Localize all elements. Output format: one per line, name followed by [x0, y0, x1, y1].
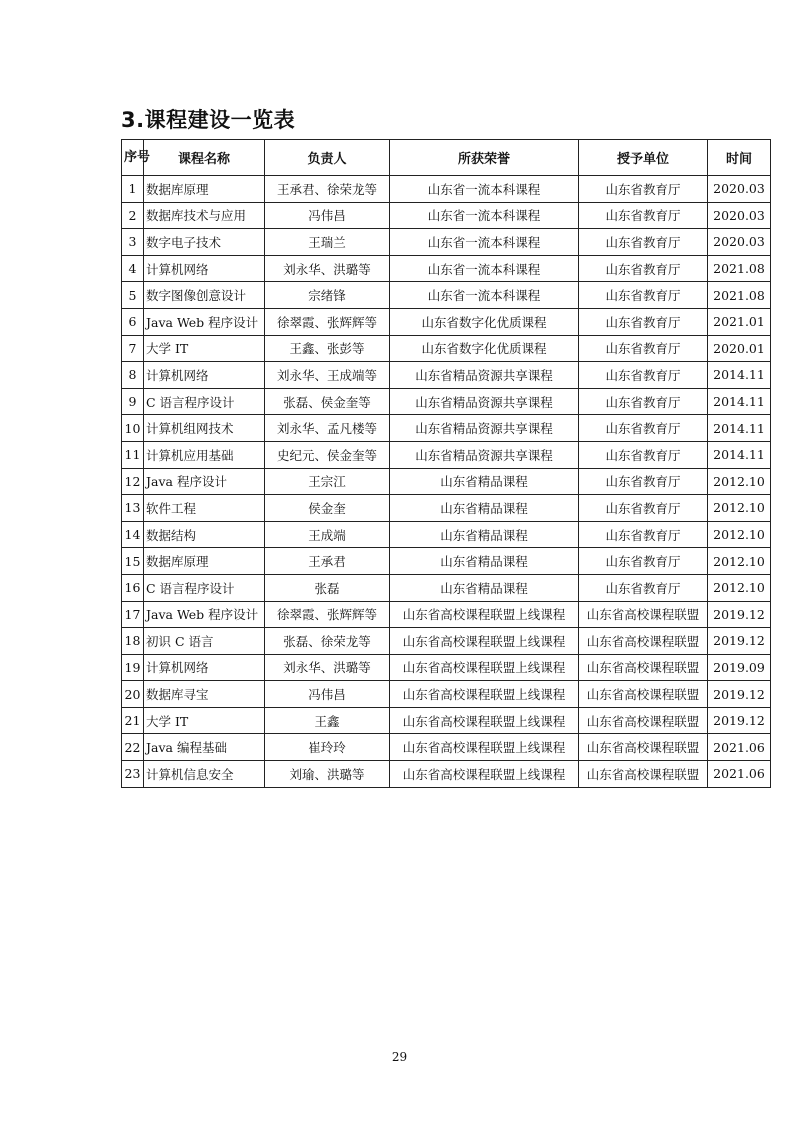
- cell-honor: 山东省数字化优质课程: [390, 335, 579, 362]
- cell-course-name: 数据库寻宝: [144, 681, 265, 708]
- cell-responsible: 冯伟昌: [265, 202, 390, 229]
- cell-awarding-unit: 山东省高校课程联盟: [579, 628, 708, 655]
- cell-responsible: 史纪元、侯金奎等: [265, 441, 390, 468]
- cell-honor: 山东省高校课程联盟上线课程: [390, 601, 579, 628]
- cell-course-name: 计算机网络: [144, 255, 265, 282]
- cell-seq: 12: [122, 468, 144, 495]
- table-row: [122, 335, 771, 362]
- cell-honor: 山东省高校课程联盟上线课程: [390, 654, 579, 681]
- cell-responsible: 刘瑜、洪璐等: [265, 761, 390, 788]
- page-number: 29: [391, 1050, 408, 1064]
- cell-course-name: 计算机网络: [144, 362, 265, 389]
- cell-seq: 15: [122, 548, 144, 575]
- cell-course-name: 数字图像创意设计: [144, 282, 265, 309]
- cell-awarding-unit: 山东省教育厅: [579, 362, 708, 389]
- cell-seq: 2: [122, 202, 144, 229]
- cell-course-name: 计算机组网技术: [144, 415, 265, 442]
- cell-responsible: 王承君、徐荣龙等: [265, 176, 390, 203]
- cell-time: 2019.12: [708, 628, 771, 655]
- cell-seq: 9: [122, 388, 144, 415]
- cell-seq: 5: [122, 282, 144, 309]
- cell-seq: 4: [122, 255, 144, 282]
- cell-time: 2020.03: [708, 202, 771, 229]
- table-row: [122, 761, 771, 788]
- table-body: [122, 176, 771, 788]
- table-header-row: [122, 140, 771, 176]
- table-row: [122, 308, 771, 335]
- table-row: [122, 654, 771, 681]
- table-row: [122, 388, 771, 415]
- cell-awarding-unit: 山东省教育厅: [579, 468, 708, 495]
- table-row: [122, 601, 771, 628]
- cell-honor: 山东省精品课程: [390, 468, 579, 495]
- cell-course-name: 计算机应用基础: [144, 441, 265, 468]
- cell-responsible: 刘永华、孟凡楼等: [265, 415, 390, 442]
- table-row: [122, 707, 771, 734]
- cell-seq: 18: [122, 628, 144, 655]
- table-row: [122, 202, 771, 229]
- cell-time: 2019.09: [708, 654, 771, 681]
- table-row: [122, 495, 771, 522]
- cell-honor: 山东省精品资源共享课程: [390, 415, 579, 442]
- cell-honor: 山东省精品资源共享课程: [390, 388, 579, 415]
- cell-time: 2012.10: [708, 521, 771, 548]
- cell-awarding-unit: 山东省教育厅: [579, 388, 708, 415]
- cell-course-name: C 语言程序设计: [144, 388, 265, 415]
- header-honor: 所获荣誉: [390, 140, 579, 176]
- cell-time: 2020.01: [708, 335, 771, 362]
- cell-responsible: 徐翠霞、张辉辉等: [265, 308, 390, 335]
- cell-seq: 21: [122, 707, 144, 734]
- cell-course-name: 计算机信息安全: [144, 761, 265, 788]
- cell-time: 2021.06: [708, 734, 771, 761]
- table-row: [122, 548, 771, 575]
- cell-time: 2021.06: [708, 761, 771, 788]
- cell-seq: 13: [122, 495, 144, 522]
- cell-awarding-unit: 山东省高校课程联盟: [579, 681, 708, 708]
- cell-responsible: 刘永华、王成端等: [265, 362, 390, 389]
- cell-responsible: 张磊、徐荣龙等: [265, 628, 390, 655]
- cell-course-name: Java Web 程序设计: [144, 308, 265, 335]
- cell-awarding-unit: 山东省教育厅: [579, 521, 708, 548]
- cell-time: 2020.03: [708, 176, 771, 203]
- cell-seq: 11: [122, 441, 144, 468]
- cell-course-name: 大学 IT: [144, 335, 265, 362]
- cell-time: 2014.11: [708, 415, 771, 442]
- cell-honor: 山东省精品资源共享课程: [390, 441, 579, 468]
- cell-course-name: C 语言程序设计: [144, 574, 265, 601]
- table-row: [122, 415, 771, 442]
- cell-responsible: 侯金奎: [265, 495, 390, 522]
- cell-time: 2014.11: [708, 388, 771, 415]
- cell-honor: 山东省精品课程: [390, 521, 579, 548]
- table-row: [122, 255, 771, 282]
- cell-awarding-unit: 山东省高校课程联盟: [579, 734, 708, 761]
- table-row: [122, 282, 771, 309]
- cell-course-name: 数据库原理: [144, 548, 265, 575]
- table-row: [122, 468, 771, 495]
- cell-responsible: 王瑞兰: [265, 229, 390, 256]
- cell-time: 2012.10: [708, 574, 771, 601]
- cell-responsible: 王宗江: [265, 468, 390, 495]
- cell-honor: 山东省一流本科课程: [390, 202, 579, 229]
- cell-honor: 山东省高校课程联盟上线课程: [390, 707, 579, 734]
- cell-awarding-unit: 山东省教育厅: [579, 176, 708, 203]
- cell-course-name: Java Web 程序设计: [144, 601, 265, 628]
- cell-honor: 山东省高校课程联盟上线课程: [390, 734, 579, 761]
- cell-responsible: 徐翠霞、张辉辉等: [265, 601, 390, 628]
- cell-course-name: 数据库原理: [144, 176, 265, 203]
- cell-awarding-unit: 山东省教育厅: [579, 574, 708, 601]
- cell-awarding-unit: 山东省高校课程联盟: [579, 654, 708, 681]
- cell-honor: 山东省数字化优质课程: [390, 308, 579, 335]
- cell-course-name: 初识 C 语言: [144, 628, 265, 655]
- cell-awarding-unit: 山东省教育厅: [579, 229, 708, 256]
- header-seq: 序号: [122, 140, 144, 176]
- cell-honor: 山东省一流本科课程: [390, 176, 579, 203]
- table-row: [122, 628, 771, 655]
- cell-course-name: 软件工程: [144, 495, 265, 522]
- cell-time: 2012.10: [708, 548, 771, 575]
- table-row: [122, 734, 771, 761]
- cell-honor: 山东省高校课程联盟上线课程: [390, 681, 579, 708]
- cell-honor: 山东省精品课程: [390, 574, 579, 601]
- cell-seq: 6: [122, 308, 144, 335]
- cell-awarding-unit: 山东省高校课程联盟: [579, 601, 708, 628]
- cell-awarding-unit: 山东省教育厅: [579, 335, 708, 362]
- cell-seq: 22: [122, 734, 144, 761]
- cell-seq: 20: [122, 681, 144, 708]
- cell-responsible: 崔玲玲: [265, 734, 390, 761]
- cell-seq: 10: [122, 415, 144, 442]
- header-awarding-unit: 授予单位: [579, 140, 708, 176]
- cell-course-name: 大学 IT: [144, 707, 265, 734]
- cell-awarding-unit: 山东省教育厅: [579, 495, 708, 522]
- cell-seq: 3: [122, 229, 144, 256]
- cell-time: 2014.11: [708, 441, 771, 468]
- cell-responsible: 王鑫、张彭等: [265, 335, 390, 362]
- cell-course-name: Java 编程基础: [144, 734, 265, 761]
- cell-awarding-unit: 山东省教育厅: [579, 282, 708, 309]
- cell-awarding-unit: 山东省教育厅: [579, 255, 708, 282]
- cell-time: 2021.08: [708, 282, 771, 309]
- cell-honor: 山东省精品课程: [390, 548, 579, 575]
- table-row: [122, 176, 771, 203]
- cell-time: 2020.03: [708, 229, 771, 256]
- cell-awarding-unit: 山东省教育厅: [579, 202, 708, 229]
- cell-responsible: 张磊、侯金奎等: [265, 388, 390, 415]
- cell-seq: 23: [122, 761, 144, 788]
- cell-awarding-unit: 山东省教育厅: [579, 548, 708, 575]
- cell-time: 2014.11: [708, 362, 771, 389]
- cell-seq: 19: [122, 654, 144, 681]
- section-title: 3.课程建设一览表: [121, 108, 296, 132]
- cell-honor: 山东省精品资源共享课程: [390, 362, 579, 389]
- cell-awarding-unit: 山东省教育厅: [579, 441, 708, 468]
- cell-course-name: 数字电子技术: [144, 229, 265, 256]
- course-table: [121, 139, 771, 788]
- cell-awarding-unit: 山东省高校课程联盟: [579, 761, 708, 788]
- cell-responsible: 张磊: [265, 574, 390, 601]
- cell-time: 2021.08: [708, 255, 771, 282]
- header-course-name: 课程名称: [144, 140, 265, 176]
- table-row: [122, 681, 771, 708]
- cell-responsible: 冯伟昌: [265, 681, 390, 708]
- cell-awarding-unit: 山东省教育厅: [579, 415, 708, 442]
- cell-responsible: 王鑫: [265, 707, 390, 734]
- cell-time: 2012.10: [708, 468, 771, 495]
- cell-responsible: 刘永华、洪璐等: [265, 654, 390, 681]
- cell-honor: 山东省精品课程: [390, 495, 579, 522]
- cell-seq: 1: [122, 176, 144, 203]
- cell-time: 2012.10: [708, 495, 771, 522]
- table-row: [122, 521, 771, 548]
- cell-time: 2019.12: [708, 681, 771, 708]
- cell-honor: 山东省高校课程联盟上线课程: [390, 628, 579, 655]
- cell-honor: 山东省一流本科课程: [390, 282, 579, 309]
- cell-course-name: Java 程序设计: [144, 468, 265, 495]
- cell-time: 2019.12: [708, 601, 771, 628]
- cell-responsible: 刘永华、洪璐等: [265, 255, 390, 282]
- cell-awarding-unit: 山东省高校课程联盟: [579, 707, 708, 734]
- cell-honor: 山东省一流本科课程: [390, 229, 579, 256]
- table-row: [122, 574, 771, 601]
- cell-seq: 17: [122, 601, 144, 628]
- cell-course-name: 数据结构: [144, 521, 265, 548]
- cell-seq: 8: [122, 362, 144, 389]
- cell-course-name: 计算机网络: [144, 654, 265, 681]
- cell-honor: 山东省一流本科课程: [390, 255, 579, 282]
- cell-time: 2021.01: [708, 308, 771, 335]
- cell-responsible: 王成端: [265, 521, 390, 548]
- table-row: [122, 362, 771, 389]
- cell-seq: 16: [122, 574, 144, 601]
- cell-honor: 山东省高校课程联盟上线课程: [390, 761, 579, 788]
- cell-responsible: 王承君: [265, 548, 390, 575]
- cell-time: 2019.12: [708, 707, 771, 734]
- cell-awarding-unit: 山东省教育厅: [579, 308, 708, 335]
- table-row: [122, 441, 771, 468]
- header-responsible: 负责人: [265, 140, 390, 176]
- cell-responsible: 宗绪锋: [265, 282, 390, 309]
- cell-seq: 7: [122, 335, 144, 362]
- cell-seq: 14: [122, 521, 144, 548]
- cell-course-name: 数据库技术与应用: [144, 202, 265, 229]
- table-row: [122, 229, 771, 256]
- header-time: 时间: [708, 140, 771, 176]
